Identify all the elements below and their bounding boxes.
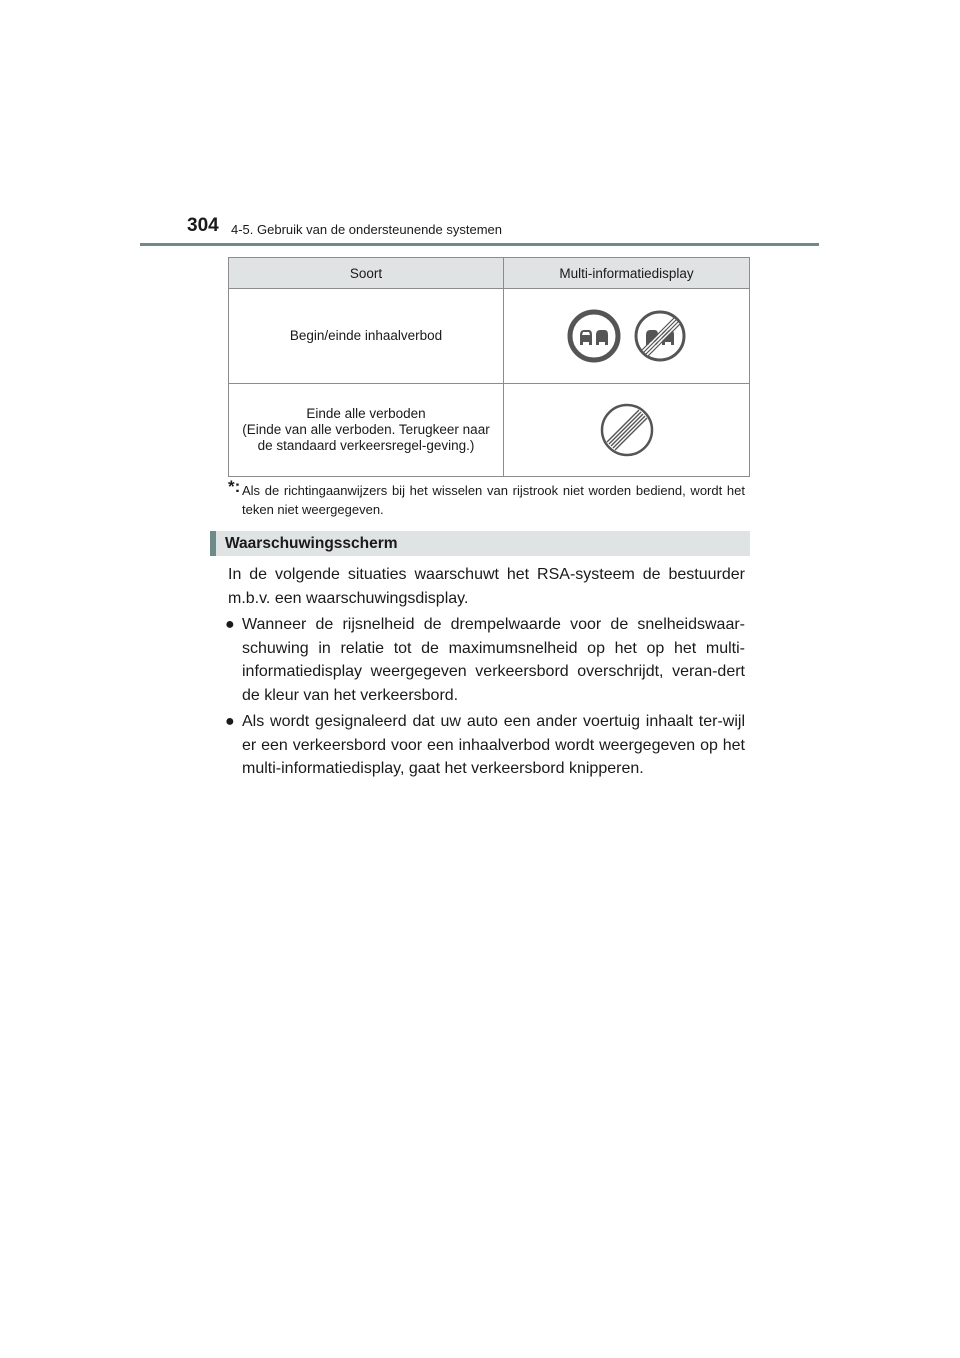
row-type-label xyxy=(229,289,504,384)
intro-paragraph: In de volgende situaties waarschuwt het RSA-systeem de bestuurder m.b.v. een waarschuwingsdisplay. xyxy=(228,566,745,607)
warning-section-header xyxy=(210,531,750,556)
warning-body xyxy=(225,563,745,781)
table-row xyxy=(229,384,750,477)
page-number: 304 xyxy=(187,215,219,236)
table-header-row xyxy=(229,258,750,289)
footnote xyxy=(228,477,745,519)
section-title: 4-5. Gebruik van de ondersteunende systemen xyxy=(231,222,503,237)
column-header-type: Soort xyxy=(229,258,504,289)
bullet-icon: ● xyxy=(225,616,235,633)
bullet-text: Wanneer de rijsnelheid de drempelwaarde voor de snelheidswaar-schuwing in relatie tot de maximumsnelheid op het op het multi-informatiedisplay weergegeven verkeersbord overschrijdt, veran-dert de kleur van het verkeersbord. xyxy=(242,616,745,704)
table-row xyxy=(229,289,750,384)
bullet-text: Als wordt gesignaleerd dat uw auto een ander voertuig inhaalt ter-wijl er een verkeersbord voor een inhaalverbod wordt weergegeven op het multi-informatiedisplay, gaat het verkeersbord knipperen. xyxy=(242,713,745,777)
row-type-label xyxy=(229,384,504,477)
warning-section-title: Waarschuwingsscherm xyxy=(225,535,398,552)
list-item xyxy=(225,613,745,707)
display-cell xyxy=(504,289,750,384)
row-type-text: Begin/einde inhaalverbod xyxy=(289,328,443,343)
footnote-marker: *: xyxy=(228,477,241,496)
footnote-text: Als de richtingaanwijzers bij het wisselen van rijstrook niet worden bediend, wordt het teken niet weergegeven. xyxy=(242,483,745,517)
sign-table xyxy=(228,257,750,477)
header-accent-bar xyxy=(210,531,216,556)
end-all-restrictions-sign-icon xyxy=(599,402,655,458)
bullet-icon: ● xyxy=(225,713,235,730)
list-item xyxy=(225,710,745,781)
display-cell xyxy=(504,384,750,477)
end-no-overtaking-sign-icon xyxy=(633,309,687,363)
no-overtaking-sign-icon xyxy=(567,309,621,363)
row-type-text: Einde alle verboden (Einde van alle verboden. Terugkeer naar de standaard verkeersregel-geving.) xyxy=(242,406,490,453)
column-header-display: Multi-informatiedisplay xyxy=(504,258,750,289)
header-rule xyxy=(140,243,819,246)
